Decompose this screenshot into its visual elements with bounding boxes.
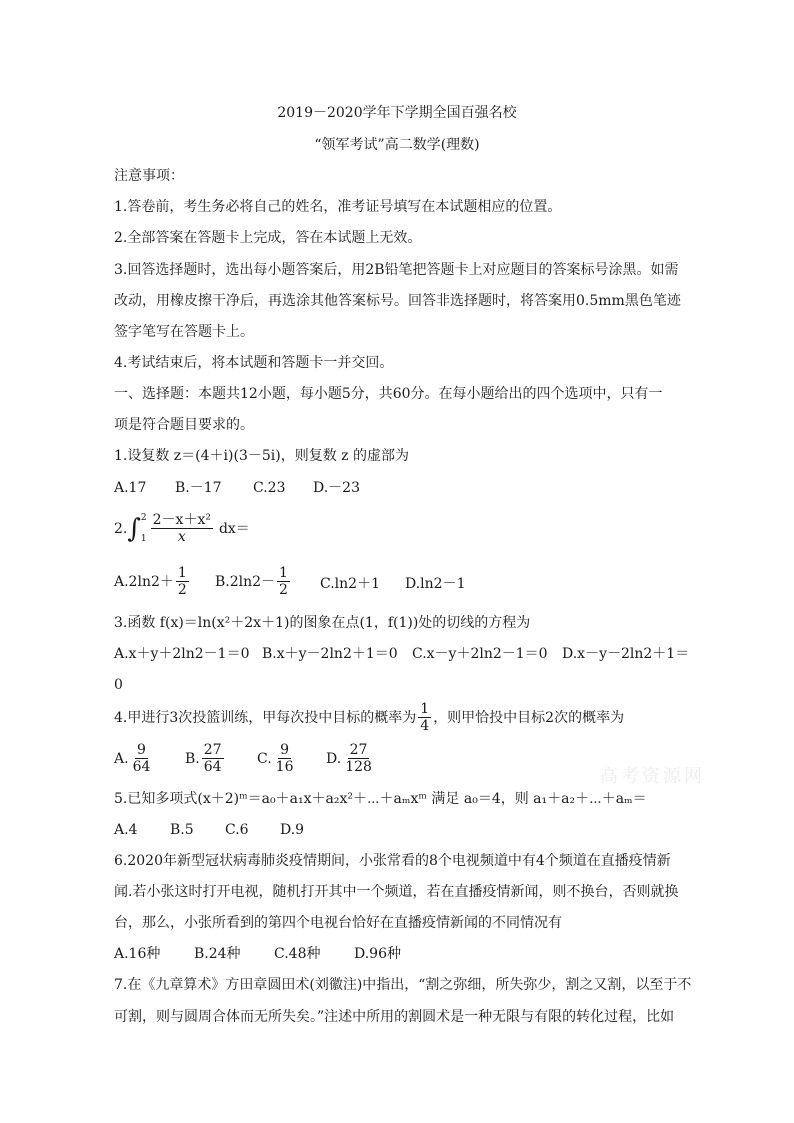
notice-item: 3.回答选择题时，选出每小题答案后，用2B铅笔把答题卡上对应题目的答案标号涂黑。如需	[114, 262, 679, 278]
fraction-denominator: 16	[275, 759, 294, 775]
q6-option-c: C.48种	[274, 946, 321, 962]
q5-option-d: D.9	[280, 822, 305, 838]
question-6-stem-cont: 闻.若小张这时打开电视，随机打开其中一个频道，若在直播疫情新闻，则不换台，否则就换	[114, 884, 679, 900]
q2-option-d: D.ln2－1	[405, 576, 466, 592]
section-heading-cont: 项是符合题目要求的。	[114, 417, 254, 433]
question-2-stem	[114, 512, 250, 545]
fraction-denominator: 2	[177, 582, 187, 598]
exam-subtitle: “领军考试”高二数学(理数)	[314, 137, 480, 153]
notice-title: 注意事项：	[114, 168, 184, 184]
question-1-stem: 1.设复数 z＝(4＋i)(3－5i)，则复数 z 的虚部为	[114, 448, 409, 464]
q2-option-a-fraction	[176, 565, 189, 598]
notice-item: 签字笔写在答题卡上。	[114, 324, 254, 340]
integral-sign-icon: ∫	[127, 513, 141, 544]
q3-option-d: D.x－y－2ln2＋1＝	[562, 646, 690, 662]
fraction-numerator: 1	[177, 565, 187, 581]
q2-option-c: C.ln2＋1	[320, 576, 380, 592]
question-4-stem	[114, 701, 624, 734]
q1-option-d: D.－23	[313, 480, 360, 496]
q5-option-c: C.6	[225, 822, 249, 838]
q2-option-b	[215, 565, 292, 598]
q1-option-a: A.17	[114, 480, 147, 496]
fraction-denominator: 2	[279, 582, 288, 598]
question-7-stem-cont: 可割，则与圆周合体而无所失矣。”注述中所用的割圆术是一种无限与有限的转化过程，比如	[114, 1009, 675, 1025]
fraction-numerator: 1	[279, 565, 288, 581]
fraction-denominator: 64	[132, 759, 151, 775]
watermark: 高考资源网	[600, 766, 705, 787]
q6-option-b: B.24种	[194, 946, 241, 962]
q4-option-a-fraction	[131, 742, 153, 775]
q4-option-d	[326, 742, 376, 775]
q2-option-a-text: A.2ln2＋	[114, 573, 174, 590]
fraction-numerator: 9	[280, 742, 290, 758]
notice-item: 4.考试结束后，将本试题和答题卡一并交回。	[114, 355, 394, 371]
notice-item: 改动，用橡皮擦干净后，再选涂其他答案标号。回答非选择题时，将答案用0.5mm黑色笔迹	[114, 293, 681, 309]
fraction-numerator: 9	[137, 742, 146, 758]
fraction-numerator: 27	[349, 742, 368, 758]
fraction-numerator: 1	[420, 701, 430, 717]
notice-item: 1.答卷前，考生务必将自己的姓名，准考证号填写在本试题相应的位置。	[114, 199, 562, 215]
option-label: B.	[185, 750, 200, 767]
question-6-stem-cont: 台，那么，小张所看到的第四个电视台恰好在直播疫情新闻的不同情况有	[114, 915, 562, 931]
fraction-denominator: 4	[420, 718, 430, 734]
q2-number: 2.	[114, 520, 128, 537]
option-label: D.	[326, 750, 342, 767]
q4-option-d-fraction	[343, 742, 374, 775]
option-label: A.	[114, 750, 129, 767]
q4-option-c	[257, 742, 298, 775]
q4-option-c-fraction	[274, 742, 296, 775]
exam-title: 2019－2020学年下学期全国百强名校	[277, 105, 517, 121]
integrand-denominator: x	[177, 529, 186, 545]
integrand-numerator: 2－x＋x²	[152, 512, 211, 528]
section-heading: 一、选择题：本题共12小题，每小题5分，共60分。在每小题给出的四个选项中，只有一	[114, 386, 663, 402]
q4-option-b-fraction	[202, 742, 224, 775]
fraction-denominator: 128	[345, 759, 372, 775]
q1-option-b: B.－17	[175, 480, 222, 496]
q5-option-b: B.5	[170, 822, 194, 838]
fraction-numerator: 27	[203, 742, 222, 758]
integral-limits	[141, 514, 147, 544]
question-7-stem: 7.在《九章算术》方田章圆田术(刘徽注)中指出，“割之弥细，所失弥少，割之又割，以至于不	[114, 977, 692, 993]
integral-upper-limit: 2	[140, 512, 147, 523]
q6-option-d: D.96种	[354, 946, 401, 962]
q2-option-b-fraction	[277, 565, 290, 598]
q4-stem-text: 4.甲进行3次投篮训练，甲每次投中目标的概率为	[114, 709, 417, 726]
q4-stem-text-cont: ，则甲恰投中目标2次的概率为	[433, 709, 625, 726]
integrand-fraction	[151, 512, 213, 545]
q3-option-a: A.x＋y＋2ln2－1＝0	[114, 646, 250, 662]
question-5-stem: 5.已知多项式(x＋2)ᵐ＝a₀＋a₁x＋a₂x²＋⋯＋aₘxᵐ 满足 a₀＝4，则 a₁＋a₂＋⋯＋aₘ＝	[114, 791, 647, 807]
q6-option-a: A.16种	[114, 946, 161, 962]
question-6-stem: 6.2020年新型冠状病毒肺炎疫情期间，小张常看的8个电视频道中有4个频道在直播疫情新	[114, 853, 671, 869]
option-label: C.	[257, 750, 272, 767]
q5-option-a: A.4	[114, 822, 138, 838]
notice-item: 2.全部答案在答题卡上完成，答在本试题上无效。	[114, 230, 422, 246]
q1-option-c: C.23	[253, 480, 286, 496]
q2-option-b-text: B.2ln2－	[215, 573, 276, 590]
q3-option-b: B.x＋y－2ln2＋1＝0	[262, 646, 398, 662]
q2-option-a	[114, 565, 191, 598]
q3-option-c: C.x－y＋2ln2－1＝0	[412, 646, 548, 662]
q4-probability-fraction	[418, 701, 431, 734]
q4-option-a	[114, 742, 154, 775]
q2-suffix: dx＝	[218, 520, 250, 537]
fraction-denominator: 64	[203, 759, 222, 775]
q3-option-d-wrap: 0	[114, 677, 123, 693]
integral-lower-limit: 1	[140, 533, 147, 544]
q4-option-b	[185, 742, 226, 775]
question-3-stem: 3.函数 f(x)＝ln(x²＋2x＋1)的图象在点(1，f(1))处的切线的方程为	[114, 615, 531, 631]
